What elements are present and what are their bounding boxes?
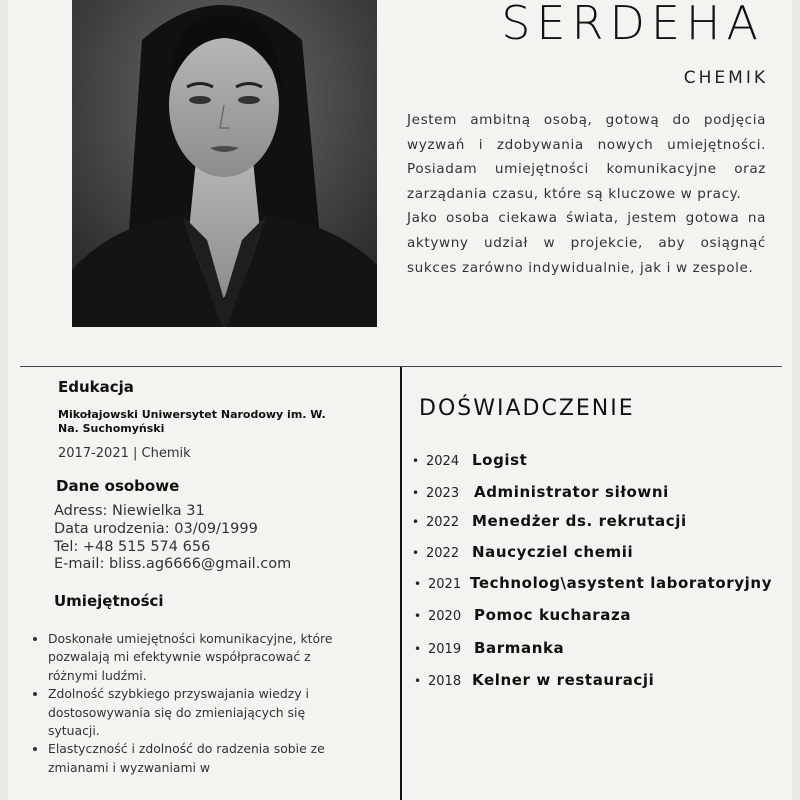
skills-list — [30, 630, 333, 777]
bullet-icon: • — [414, 577, 422, 591]
experience-year: 2024 — [426, 454, 460, 469]
profile-summary — [407, 108, 766, 280]
experience-job: Pomoc kucharaza — [474, 606, 632, 624]
experience-item — [414, 573, 772, 592]
surname-heading: SERDEHA — [501, 0, 764, 50]
experience-year: 2022 — [426, 515, 460, 530]
bullet-icon: • — [412, 515, 420, 529]
personal-data-heading: Dane osobowe — [56, 477, 180, 495]
experience-job: Kelner w restauracji — [472, 671, 655, 689]
bullet-icon: • — [414, 642, 422, 656]
experience-job: Technolog\asystent laboratoryjny — [470, 574, 773, 592]
experience-job: Administrator siłowni — [474, 483, 669, 501]
summary-paragraph: Jako osoba ciekawa świata, jestem gotowa na aktywny udział w projekcie, aby osiągnąć sukces zarówno indywidualnie, jak i w zespole. — [407, 210, 766, 276]
skill-item: • Zdolność szybkiego przyswajania wiedzy i dostosowywania się do zmieniających się sytuacji. — [48, 685, 333, 740]
bullet-icon: • — [414, 609, 422, 623]
experience-year: 2018 — [428, 674, 462, 689]
vertical-divider — [400, 367, 402, 800]
experience-item — [412, 450, 527, 469]
education-heading: Edukacja — [58, 378, 134, 396]
experience-item — [412, 542, 633, 561]
experience-year: 2019 — [428, 642, 462, 657]
education-years: 2017-2021 | Chemik — [58, 446, 191, 461]
bullet-icon: • — [412, 486, 420, 500]
skill-item: • Elastyczność i zdolność do radzenia sobie ze zmianami i wyzwaniami w — [48, 740, 333, 777]
bullet-icon: • — [414, 674, 422, 688]
personal-data — [54, 503, 291, 574]
skill-item: • Doskonałe umiejętności komunikacyjne, które pozwalają mi efektywnie współpracować z różnymi ludźmi. — [48, 630, 333, 685]
address-line: Adress: Niewielka 31 — [54, 503, 205, 519]
experience-year: 2023 — [426, 486, 460, 501]
bullet-icon: • — [412, 454, 420, 468]
resume-page — [8, 0, 792, 800]
role-subtitle: CHEMIK — [683, 68, 768, 88]
experience-year: 2021 — [428, 577, 462, 592]
experience-year: 2020 — [428, 609, 462, 624]
email-line: E-mail: bliss.ag6666@gmail.com — [54, 556, 292, 573]
experience-heading: DOŚWIADCZENIE — [419, 396, 635, 421]
experience-item — [412, 482, 669, 501]
bullet-icon: • — [412, 546, 420, 560]
experience-job: Barmanka — [474, 639, 565, 657]
experience-job: Logist — [472, 451, 528, 469]
phone-line: Tel: +48 515 574 656 — [54, 538, 211, 555]
experience-item — [412, 511, 687, 530]
birth-date-line: Data urodzenia: 03/09/1999 — [54, 520, 258, 537]
university-name: Mikołajowski Uniwersytet Narodowy im. W. Na. Suchomyński — [58, 408, 326, 435]
profile-photo — [72, 0, 377, 327]
skills-heading: Umiejętności — [54, 592, 164, 610]
summary-paragraph: Jestem ambitną osobą, gotową do podjęcia wyzwań i zdobywania nowych umiejętności. Posiadam umiejętności komunikacyjne oraz zarządania czasu, które są kluczowe w pracy. — [407, 112, 766, 202]
experience-item — [414, 638, 564, 657]
experience-job: Naucycziel chemii — [472, 543, 634, 561]
experience-item — [414, 670, 654, 689]
experience-item — [414, 605, 631, 624]
experience-job: Menedżer ds. rekrutacji — [472, 512, 687, 530]
experience-year: 2022 — [426, 546, 460, 561]
